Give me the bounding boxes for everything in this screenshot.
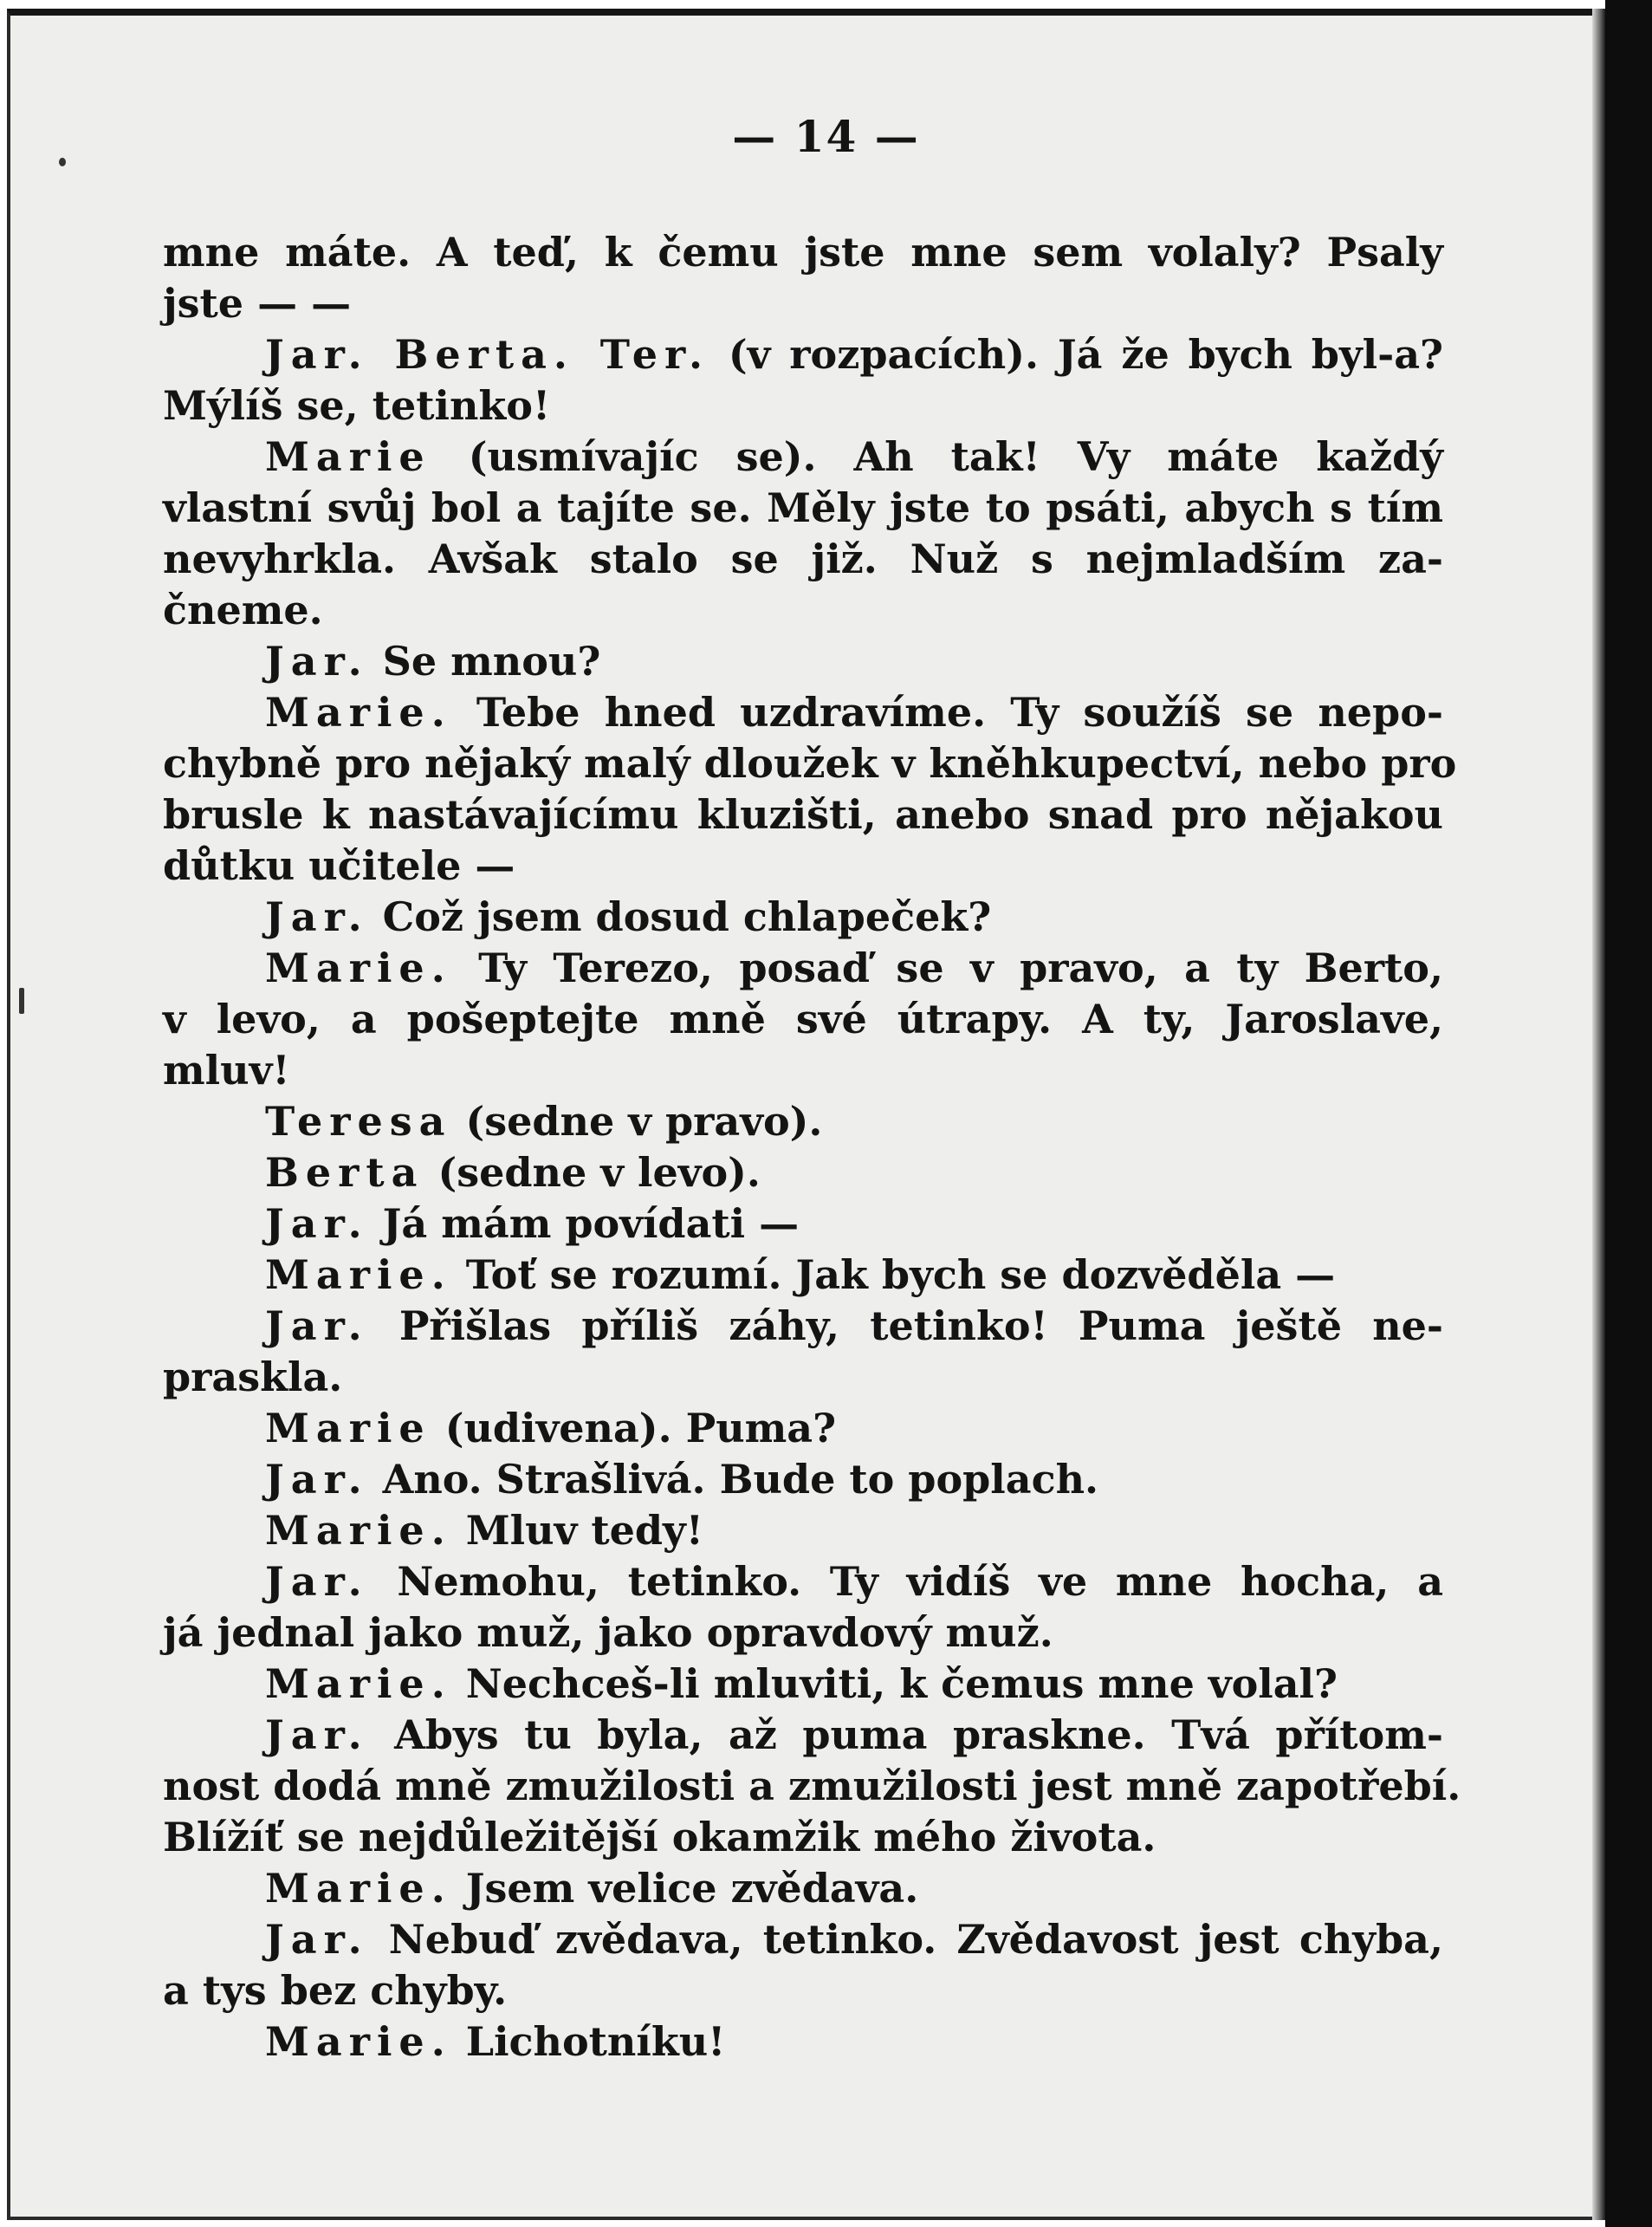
- line-text: Jsem velice zvědava.: [451, 1865, 919, 1912]
- text-line: [163, 1965, 1443, 2016]
- line-text: nevyhrkla. Avšak stalo se již. Nuž s nejmladším za-: [163, 536, 1443, 582]
- text-line: [163, 1607, 1443, 1659]
- text-line: [163, 789, 1443, 841]
- text-line: [163, 1812, 1443, 1863]
- speaker-name: Jar.: [265, 1558, 369, 1605]
- line-text: důtku učitele —: [163, 842, 515, 889]
- line-text: chybně pro nějaký malý dloužek v kněhkupectví, nebo pro: [163, 740, 1457, 787]
- text-line: [163, 1454, 1443, 1505]
- text-line: [163, 1863, 1443, 1914]
- text-line: [163, 994, 1443, 1045]
- text-line: [163, 1250, 1443, 1301]
- line-text: Ty Terezo, posaď se v pravo, a ty Berto,: [451, 945, 1443, 991]
- speaker-name: Marie.: [265, 1660, 452, 1707]
- text-line: [163, 1301, 1443, 1352]
- text-line: [163, 1556, 1443, 1607]
- line-text: Nemohu, tetinko. Ty vidíš ve mne hocha, a: [368, 1558, 1443, 1605]
- line-text: Mýlíš se, tetinko!: [163, 382, 551, 429]
- speaker-name: Jar.: [265, 1302, 369, 1349]
- text-line: [163, 432, 1443, 483]
- speaker-name: Jar.: [265, 638, 369, 685]
- speaker-name: Marie.: [265, 2018, 452, 2065]
- text-line: [163, 943, 1443, 994]
- line-text: mne máte. A teď, k čemu jste mne sem volaly? Psaly: [163, 229, 1443, 276]
- ink-speck: [19, 988, 24, 1014]
- speaker-name: Jar.: [265, 1916, 369, 1963]
- speaker-name: Berta: [265, 1149, 424, 1196]
- text-line: [163, 2016, 1443, 2068]
- text-line: [163, 534, 1443, 585]
- line-text: jste — —: [163, 280, 352, 327]
- text-line: [163, 483, 1443, 534]
- text-line: [163, 585, 1443, 636]
- book-spine: [1605, 0, 1652, 2227]
- speaker-name: Jar.: [265, 1711, 369, 1758]
- text-line: [163, 1198, 1443, 1250]
- speaker-name: Jar.: [265, 1456, 369, 1503]
- line-text: Já mám povídati —: [368, 1200, 800, 1247]
- text-line: [163, 278, 1443, 329]
- page-number: — 14 —: [732, 111, 920, 162]
- body-text: [163, 227, 1461, 2068]
- text-line: [163, 687, 1443, 738]
- line-text: Blížíť se nejdůležitější okamžik mého života.: [163, 1814, 1156, 1860]
- line-text: v levo, a pošeptejte mně své útrapy. A ty, Jaroslave,: [163, 996, 1443, 1042]
- line-text: Přišlas příliš záhy, tetinko! Puma ještě ne-: [368, 1302, 1443, 1349]
- text-line: [163, 841, 1443, 892]
- line-text: Nebuď zvědava, tetinko. Zvědavost jest chyba,: [368, 1916, 1443, 1963]
- text-line: [163, 1710, 1443, 1761]
- text-line: [163, 636, 1443, 687]
- line-text: (sedne v levo).: [424, 1149, 761, 1196]
- text-line: [163, 1096, 1443, 1147]
- line-text: Abys tu byla, až puma praskne. Tvá přítom-: [368, 1711, 1443, 1758]
- text-line: [163, 892, 1443, 943]
- speaker-name: Jar. Berta. Ter.: [265, 331, 710, 378]
- line-text: brusle k nastávajícímu kluzišti, anebo snad pro nějakou: [163, 791, 1443, 838]
- speaker-name: Jar.: [265, 1200, 369, 1247]
- line-text: Ano. Strašlivá. Bude to poplach.: [368, 1456, 1099, 1503]
- text-line: [163, 1659, 1443, 1710]
- line-text: Se mnou?: [368, 638, 601, 685]
- text-line: [163, 738, 1457, 789]
- line-text: (udivena). Puma?: [431, 1405, 837, 1451]
- line-text: (v rozpacích). Já že bych byl-a?: [709, 331, 1444, 378]
- speaker-name: Teresa: [265, 1098, 452, 1145]
- text-line: [163, 329, 1443, 380]
- speaker-name: Marie.: [265, 1865, 452, 1912]
- line-text: Nechceš-li mluviti, k čemus mne volal?: [451, 1660, 1338, 1707]
- text-line: [163, 1761, 1461, 1812]
- page-edge-shadow: [1592, 9, 1605, 2220]
- line-text: čneme.: [163, 587, 323, 633]
- line-text: (sedne v pravo).: [451, 1098, 823, 1145]
- text-line: [163, 1505, 1443, 1556]
- speaker-name: Jar.: [265, 893, 369, 940]
- speaker-name: Marie.: [265, 689, 452, 736]
- text-line: [163, 227, 1443, 278]
- speaker-name: Marie.: [265, 1507, 452, 1554]
- line-text: vlastní svůj bol a tajíte se. Měly jste to psáti, abych s tím: [163, 484, 1443, 531]
- line-text: mluv!: [163, 1047, 290, 1094]
- speaker-name: Marie.: [265, 945, 452, 991]
- line-text: praskla.: [163, 1354, 343, 1400]
- text-line: [163, 1352, 1443, 1403]
- text-line: [163, 1147, 1443, 1198]
- line-text: (usmívajíc se). Ah tak! Vy máte každý: [431, 433, 1443, 480]
- line-text: a tys bez chyby.: [163, 1967, 508, 2014]
- line-text: Což jsem dosud chlapeček?: [368, 893, 992, 940]
- line-text: Toť se rozumí. Jak bych se dozvěděla —: [451, 1251, 1336, 1298]
- line-text: Tebe hned uzdravíme. Ty soužíš se nepo-: [451, 689, 1443, 736]
- line-text: Mluv tedy!: [451, 1507, 703, 1554]
- line-text: Lichotníku!: [451, 2018, 726, 2065]
- text-line: [163, 1403, 1443, 1454]
- speaker-name: Marie: [265, 1405, 431, 1451]
- text-line: [163, 1045, 1443, 1096]
- text-line: [163, 1914, 1443, 1965]
- speaker-name: Marie.: [265, 1251, 452, 1298]
- speaker-name: Marie: [265, 433, 431, 480]
- text-line: [163, 380, 1443, 432]
- line-text: nost dodá mně zmužilosti a zmužilosti jest mně zapotřebí.: [163, 1763, 1461, 1809]
- line-text: já jednal jako muž, jako opravdový muž.: [163, 1609, 1053, 1656]
